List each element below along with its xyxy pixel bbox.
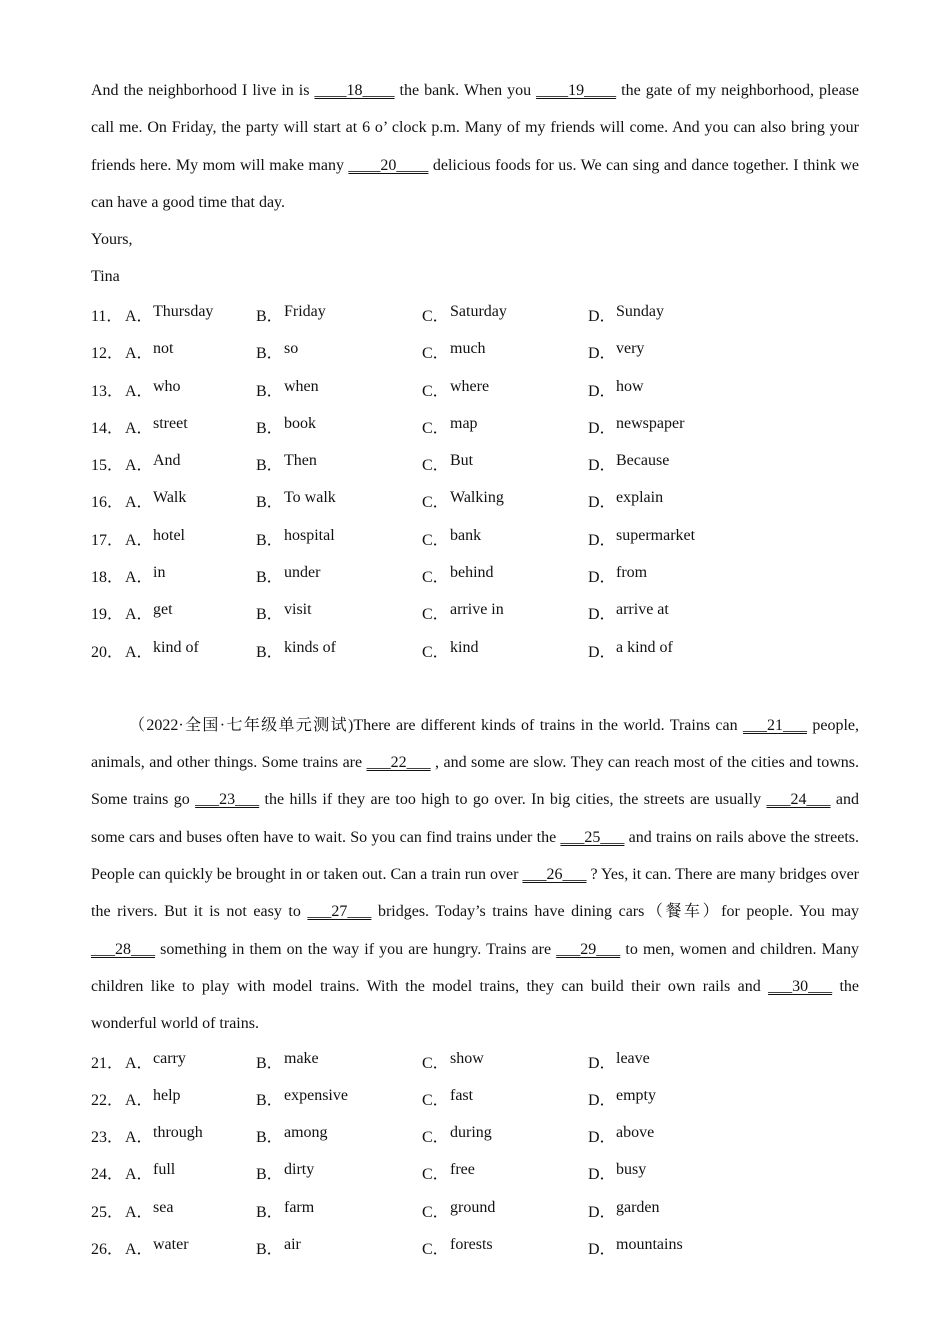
option-c[interactable] [422,378,588,401]
option-a[interactable] [125,378,256,401]
option-label: B． [256,1203,283,1221]
option-text: sea [153,1198,174,1216]
option-label: A． [125,1054,153,1072]
option-label: B． [256,1091,283,1109]
option-d[interactable] [588,378,788,401]
option-label: C． [422,1166,449,1184]
option-label: D． [588,457,616,475]
option-label: B． [256,494,283,512]
blank-26: ___26___ [522,865,587,883]
passage-text: And the neighborhood I live in is [91,82,315,99]
option-label: A． [125,382,153,400]
option-c[interactable] [422,1199,588,1222]
blank-21: ___21___ [742,716,807,734]
option-a[interactable] [125,415,256,438]
option-label: A． [125,307,153,325]
option-label: B． [256,643,283,661]
option-label: D． [588,345,616,363]
option-label: D． [588,307,616,325]
option-b[interactable] [256,639,422,662]
option-c[interactable] [422,340,588,363]
option-c[interactable] [422,527,588,550]
option-text: But [450,452,474,470]
option-text: Thursday [153,302,214,320]
passage-text: the hills if they are too high to go over. In big cities, the streets are usually [259,791,767,809]
option-a[interactable] [125,303,256,326]
option-c[interactable] [422,415,588,438]
option-a[interactable] [125,489,256,512]
question-row [91,408,859,445]
question-number: 16． [91,494,124,512]
question-number: 12． [91,345,124,363]
option-label: C． [422,345,449,363]
option-label: D． [588,419,616,437]
option-label: A． [125,1091,153,1109]
blank-18: ____18____ [314,82,395,99]
option-text: explain [616,489,664,507]
option-d[interactable] [588,1087,788,1110]
question-number: 13． [91,382,124,400]
option-label: C． [422,382,449,400]
option-d[interactable] [588,1050,788,1073]
option-label: D． [588,494,616,512]
option-b[interactable] [256,452,422,475]
option-text: Saturday [450,302,507,320]
option-text: among [284,1124,328,1142]
passage-text: something in them on the way if you are hungry. Trains are [155,940,557,958]
option-d[interactable] [588,1124,788,1147]
option-text: newspaper [616,414,685,432]
option-text: how [616,377,644,395]
question-row [91,1192,859,1229]
option-d[interactable] [588,564,788,587]
option-a[interactable] [125,564,256,587]
blank-23: ___23___ [195,791,260,809]
option-label: D． [588,531,616,549]
passage-2-paragraph [91,707,859,1043]
option-text: arrive at [616,601,669,619]
option-label: B． [256,345,283,363]
option-label: C． [422,419,449,437]
option-d[interactable] [588,601,788,624]
question-row [91,296,859,333]
passage-1-paragraph [91,72,859,221]
question-number: 24． [91,1166,124,1184]
option-d[interactable] [588,1199,788,1222]
option-c[interactable] [422,601,588,624]
option-text: water [153,1236,189,1254]
option-text: bank [450,526,482,544]
option-text: forests [450,1236,493,1254]
option-d[interactable] [588,340,788,363]
option-text: Sunday [616,302,664,320]
option-text: full [153,1161,176,1179]
option-text: carry [153,1049,186,1067]
option-c[interactable] [422,1087,588,1110]
passage-text: and trains on rails above the streets. People can quickly be brought in or taken out. Can a train run over [91,828,859,883]
passage-text: the bank. When you [394,82,537,99]
option-label: A． [125,1241,153,1259]
passage-text: and some cars and buses often have to wait. So you can find trains under the [91,791,859,846]
option-c[interactable] [422,1124,588,1147]
passage-text: people, animals, and other things. Some trains are [91,716,859,772]
option-text: when [284,377,319,395]
question-row [91,520,859,557]
section-spacer [91,669,859,707]
option-text: busy [616,1161,647,1179]
passage-text: ? Yes, it can. There are many bridges over the rivers. But it is not easy to [91,865,859,921]
option-label: B． [256,569,283,586]
question-number: 11． [91,307,123,325]
blank-29: ___29___ [556,940,621,958]
option-label: A． [125,419,153,437]
option-text: Then [284,452,317,470]
option-a[interactable] [125,1087,256,1110]
option-label: A． [125,1203,153,1221]
option-a[interactable] [125,452,256,475]
option-label: C． [422,606,449,624]
option-label: C． [422,643,449,661]
question-row [91,445,859,482]
question-row [91,333,859,370]
option-a[interactable] [125,601,256,624]
option-c[interactable] [422,1050,588,1073]
option-text: To walk [284,489,336,507]
option-label: D． [588,382,616,400]
option-text: get [153,601,173,619]
option-text: air [284,1236,301,1254]
option-label: A． [125,494,153,512]
option-label: B． [256,457,283,475]
option-text: very [616,340,645,358]
option-label: A． [125,531,153,549]
option-text: kind [450,638,479,656]
option-d[interactable] [588,303,788,326]
blank-19: ____19____ [536,82,617,99]
option-label: D． [588,606,616,624]
option-label: C． [422,1129,449,1147]
option-b[interactable] [256,1124,422,1147]
option-text: map [450,414,478,432]
blank-22: ___22___ [366,754,431,772]
option-text: Walking [450,489,504,507]
option-text: kinds of [284,638,336,656]
option-text: where [450,377,490,395]
option-text: Friday [284,302,326,320]
option-label: D． [588,569,616,586]
option-b[interactable] [256,527,422,550]
option-d[interactable] [588,639,788,662]
option-d[interactable] [588,1161,788,1184]
option-text: And [153,452,181,470]
option-label: D． [588,643,616,661]
passage-text: the gate of my neighborhood, please call me. On Friday, the party will start at 6 o’ clock p.m. Many of my friends will come. And you can also bring your friends here. My mom will make many [91,82,860,174]
option-text: mountains [616,1236,683,1254]
option-text: so [284,340,299,358]
passage-text: to men, women and children. Many children like to play with model trains. With the model trains, they can build their own rails and [91,940,859,995]
option-text: who [153,377,181,395]
option-label: C． [422,457,449,475]
option-text: a kind of [616,638,673,656]
option-text: Walk [153,489,187,507]
option-text: hospital [284,526,335,544]
letter-closing: Yours, [91,231,133,249]
option-label: A． [125,345,153,363]
option-text: not [153,340,174,358]
blank-27: ___27___ [307,903,372,921]
question-row [91,557,859,594]
option-b[interactable] [256,340,422,363]
option-text: make [284,1049,319,1067]
option-label: C． [422,307,449,325]
passage-text: delicious foods for us. We can sing and dance together. I think we can have a good time that day. [91,156,859,211]
option-text: help [153,1086,181,1104]
option-label: C． [422,1091,449,1109]
option-text: ground [450,1198,496,1216]
option-b[interactable] [256,1050,422,1073]
option-label: A． [125,643,153,661]
option-a[interactable] [125,1236,256,1259]
option-b[interactable] [256,1199,422,1222]
source-label: （2022·全国·七年级单元测试) [129,716,354,734]
option-b[interactable] [256,564,422,587]
option-a[interactable] [125,527,256,550]
option-text: empty [616,1086,656,1104]
option-a[interactable] [125,1050,256,1073]
option-label: B． [256,1054,283,1072]
option-text: leave [616,1049,650,1067]
blank-28: ___28___ [91,940,155,958]
option-text: free [450,1161,475,1179]
option-label: C． [422,569,449,586]
option-text: behind [450,564,494,581]
option-c[interactable] [422,489,588,512]
question-row [91,482,859,519]
option-b[interactable] [256,378,422,401]
question-list-2 [91,1042,859,1266]
option-text: during [450,1124,492,1142]
option-label: B． [256,382,283,400]
question-number: 21． [91,1054,124,1072]
option-label: B． [256,419,283,437]
option-text: Because [616,452,670,470]
question-number: 20． [91,643,124,661]
option-b[interactable] [256,415,422,438]
option-a[interactable] [125,1161,256,1184]
option-text: farm [284,1198,315,1216]
blank-25: ___25___ [560,828,625,846]
option-label: B． [256,1129,283,1147]
option-label: A． [125,569,153,586]
option-text: dirty [284,1161,315,1179]
question-number: 14． [91,419,124,437]
question-number: 25． [91,1203,124,1221]
passage-text: the wonderful world of trains. [91,977,860,1033]
option-a[interactable] [125,1199,256,1222]
option-b[interactable] [256,489,422,512]
question-row [91,1154,859,1191]
option-b[interactable] [256,601,422,624]
option-text: street [153,414,188,432]
blank-24: ___24___ [766,791,831,809]
option-b[interactable] [256,1236,422,1259]
question-row [91,370,859,407]
option-text: above [616,1124,655,1142]
option-c[interactable] [422,1161,588,1184]
question-number: 19． [91,606,124,624]
option-d[interactable] [588,489,788,512]
option-a[interactable] [125,340,256,363]
passage-text: bridges. Today’s trains have dining cars（餐车）for people. You may [371,903,859,921]
option-label: A． [125,606,153,624]
question-row [91,1042,859,1079]
option-text: under [284,564,321,581]
option-text: hotel [153,526,185,544]
option-a[interactable] [125,1124,256,1147]
option-d[interactable] [588,1236,788,1259]
question-row [91,631,859,668]
option-text: garden [616,1198,660,1216]
question-row [91,1229,859,1266]
option-label: C． [422,531,449,549]
option-c[interactable] [422,564,588,587]
option-text: kind of [153,638,199,656]
option-label: C． [422,1054,449,1072]
option-label: C． [422,1241,449,1259]
option-text: book [284,414,316,432]
option-b[interactable] [256,1087,422,1110]
option-b[interactable] [256,303,422,326]
option-text: in [153,564,166,581]
passage-text: , and some are slow. They can reach most of the cities and towns. Some trains go [91,754,859,809]
option-label: A． [125,457,153,475]
option-text: show [450,1049,484,1067]
option-label: D． [588,1129,616,1147]
option-text: supermarket [616,526,696,544]
document-page [91,72,859,1266]
question-number: 18． [91,569,124,586]
option-text: expensive [284,1086,348,1104]
option-c[interactable] [422,452,588,475]
option-c[interactable] [422,1236,588,1259]
blank-20: ____20____ [348,156,429,174]
option-label: B． [256,606,283,624]
question-number: 15． [91,457,124,475]
option-label: D． [588,1091,616,1109]
option-text: much [450,340,486,358]
option-label: C． [422,1203,449,1221]
letter-signature: Tina [91,268,120,286]
option-c[interactable] [422,303,588,326]
option-d[interactable] [588,415,788,438]
option-label: B． [256,1241,283,1259]
option-label: B． [256,531,283,549]
question-row [91,594,859,631]
option-b[interactable] [256,1161,422,1184]
question-number: 23． [91,1129,124,1147]
option-text: from [616,564,648,581]
option-label: D． [588,1166,616,1184]
option-label: B． [256,1166,283,1184]
blank-30: ___30___ [768,977,833,995]
option-text: through [153,1124,203,1142]
option-label: A． [125,1129,153,1147]
option-label: B． [256,307,283,325]
question-row [91,1080,859,1117]
option-text: visit [284,601,312,619]
option-label: A． [125,1166,153,1184]
passage-text: There are different kinds of trains in the world. Trains can [353,716,743,734]
option-d[interactable] [588,452,788,475]
option-text: fast [450,1086,474,1104]
question-number: 22． [91,1091,124,1109]
question-row [91,1117,859,1154]
option-a[interactable] [125,639,256,662]
option-label: D． [588,1054,616,1072]
option-label: D． [588,1241,616,1259]
option-text: arrive in [450,601,504,619]
question-list-1 [91,296,859,669]
option-c[interactable] [422,639,588,662]
option-label: C． [422,494,449,512]
question-number: 26． [91,1241,124,1259]
question-number: 17． [91,531,124,549]
option-d[interactable] [588,527,788,550]
option-label: D． [588,1203,616,1221]
